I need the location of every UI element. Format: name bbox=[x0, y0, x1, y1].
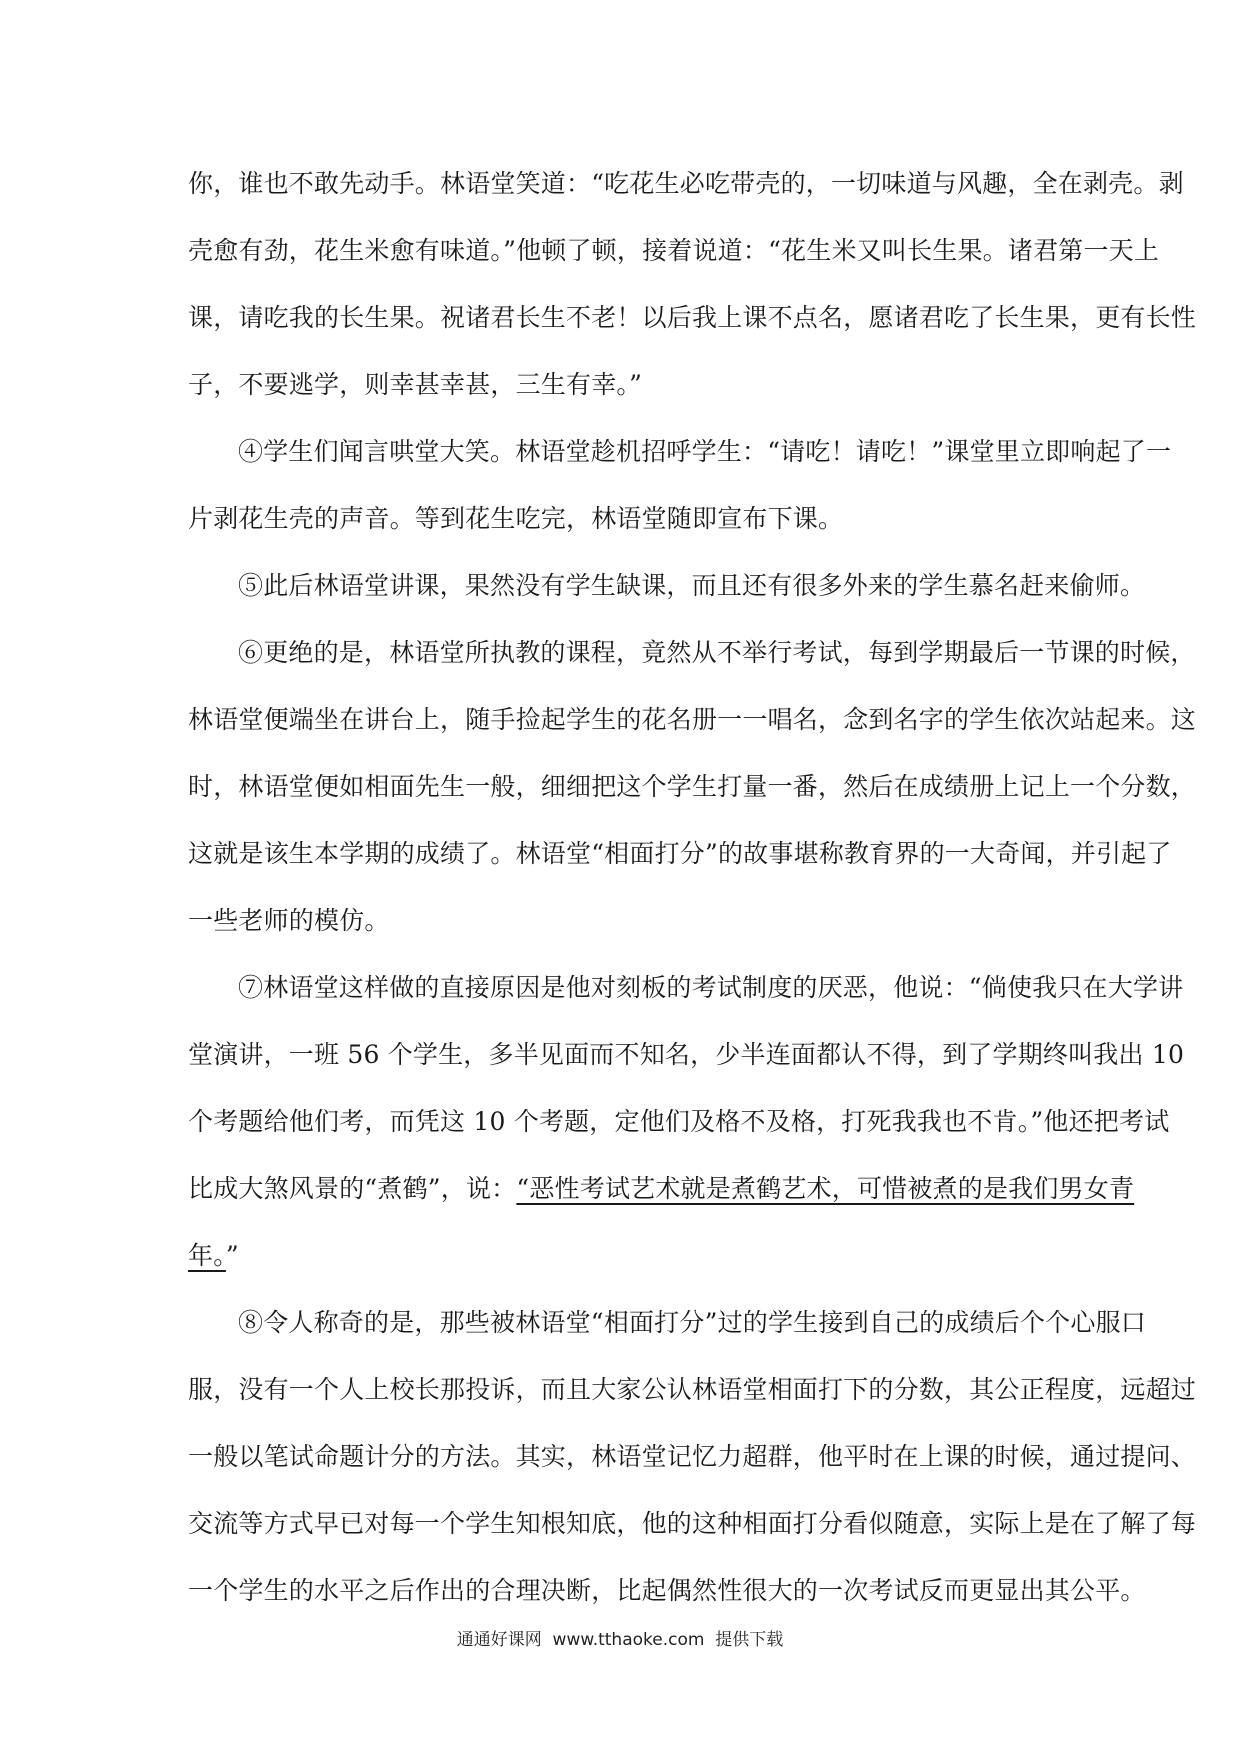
footer-watermark: 通通好课网 www.tthaoke.com 提供下载 bbox=[456, 1630, 784, 1650]
line-text: ” bbox=[225, 1241, 239, 1270]
line-text: 比成大煞风景的“煮鹤”，说： bbox=[188, 1174, 517, 1203]
text-line bbox=[188, 1155, 1135, 1222]
text-line: 课，请吃我的长生果。祝诸君长生不老！以后我上课不点名，愿诸君吃了长生果，更有长性 bbox=[188, 303, 1197, 332]
text-line: 你，谁也不敢先动手。林语堂笑道：“吃花生必吃带壳的，一切味道与风趣，全在剥壳。剥 bbox=[188, 169, 1184, 198]
text-line: ⑤此后林语堂讲课，果然没有学生缺课，而且还有很多外来的学生慕名赶来偷师。 bbox=[238, 571, 1146, 600]
text-line: 服，没有一个人上校长那投诉，而且大家公认林语堂相面打下的分数，其公正程度，远超过 bbox=[188, 1375, 1197, 1404]
text-line: 交流等方式早已对每一个学生知根知底，他的这种相面打分看似随意，实际上是在了解了每 bbox=[188, 1509, 1197, 1538]
text-line: 一些老师的模仿。 bbox=[188, 906, 390, 935]
paragraph-block bbox=[188, 1289, 1197, 1624]
paragraph-block bbox=[188, 150, 1197, 1155]
text-line: ⑦林语堂这样做的直接原因是他对刻板的考试制度的厌恶，他说：“倘使我只在大学讲 bbox=[238, 973, 1184, 1002]
text-line: 子，不要逃学，则幸甚幸甚，三生有幸。” bbox=[188, 370, 643, 399]
text-line: 一个学生的水平之后作出的合理决断，比起偶然性很大的一次考试反而更显出其公平。 bbox=[188, 1576, 1146, 1605]
text-line: 个考题给他们考，而凭这 10 个考题，定他们及格不及格，打死我我也不肯。”他还把考试 bbox=[188, 1107, 1170, 1136]
text-line: 这就是该生本学期的成绩了。林语堂“相面打分”的故事堪称教育界的一大奇闻，并引起了 bbox=[188, 839, 1172, 868]
underlined-quote: “恶性考试艺术就是煮鹤艺术，可惜被煮的是我们男女青 bbox=[516, 1174, 1135, 1203]
text-line: ⑧令人称奇的是，那些被林语堂“相面打分”过的学生接到自己的成绩后个个心服口 bbox=[238, 1308, 1146, 1337]
text-line: 林语堂便端坐在讲台上，随手捡起学生的花名册一一唱名，念到名字的学生依次站起来。这 bbox=[188, 705, 1197, 734]
text-line: ⑥更绝的是，林语堂所执教的课程，竟然从不举行考试，每到学期最后一节课的时候， bbox=[238, 638, 1196, 667]
text-line: ④学生们闻言哄堂大笑。林语堂趁机招呼学生：“请吃！请吃！”课堂里立即响起了一 bbox=[238, 437, 1172, 466]
text-line: 壳愈有劲，花生米愈有味道。”他顿了顿，接着说道：“花生米又叫长生果。诸君第一天上 bbox=[188, 236, 1160, 265]
underlined-quote-end: 年。 bbox=[188, 1241, 226, 1270]
text-line: 一般以笔试命题计分的方法。其实，林语堂记忆力超群，他平时在上课的时候，通过提问、 bbox=[188, 1442, 1197, 1471]
document-body bbox=[188, 150, 1197, 1624]
text-line bbox=[188, 1222, 1060, 1289]
text-line: 时，林语堂便如相面先生一般，细细把这个学生打量一番，然后在成绩册上记上一个分数， bbox=[188, 772, 1197, 801]
text-line: 片剥花生壳的声音。等到花生吃完，林语堂随即宣布下课。 bbox=[188, 504, 844, 533]
text-line: 堂演讲，一班 56 个学生，多半见面而不知名，少半连面都认不得，到了学期终叫我出 10 bbox=[188, 1040, 1185, 1069]
